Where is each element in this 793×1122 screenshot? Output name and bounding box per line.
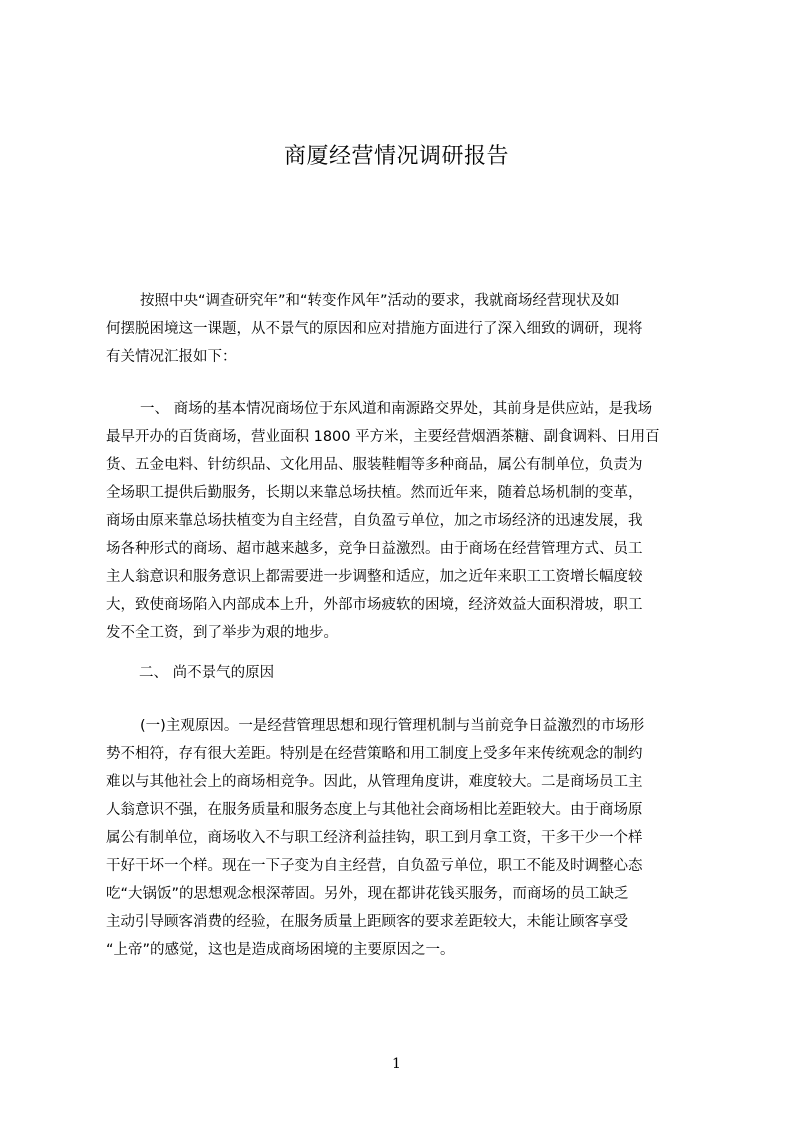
paragraph-line: 商场由原来靠总场扶植变为自主经营，自负盈亏单位，加之市场经济的迅速发展，我	[106, 513, 643, 529]
paragraph-line: 主动引导顾客消费的经验，在服务质量上距顾客的要求差距较大，未能让顾客享受	[106, 914, 628, 930]
section-2-heading: 二、 尚不景气的原因	[139, 665, 275, 681]
paragraph-line: (一)主观原因。一是经营管理思想和现行管理机制与当前竞争日益激烈的市场形	[140, 718, 645, 734]
paragraph-line: 最早开办的百货商场，营业面积 1800 平方米，主要经营烟酒茶糖、副食调料、日用百	[106, 429, 660, 445]
document-title: 商厦经营情况调研报告	[283, 144, 509, 169]
paragraph-line: 按照中央“调查研究年”和“转变作风年”活动的要求，我就商场经营现状及如	[140, 293, 620, 309]
subsection-1-paragraph	[106, 712, 709, 964]
paragraph-line: 势不相符，存有很大差距。特别是在经营策略和用工制度上受多年来传统观念的制约	[106, 746, 643, 762]
paragraph-line: 难以与其他社会上的商场相竞争。因此，从管理角度讲，难度较大。二是商场员工主	[106, 774, 643, 790]
paragraph-line: 吃“大锅饭”的思想观念根深蒂固。另外，现在都讲花钱买服务，而商场的员工缺乏	[106, 886, 629, 902]
paragraph-line: 何摆脱困境这一课题，从不景气的原因和应对措施方面进行了深入细致的调研，现将	[106, 321, 643, 337]
paragraph-line: 场各种形式的商场、超市越来越多，竞争日益激烈。由于商场在经营管理方式、员工	[106, 541, 643, 557]
paragraph-line: “上帝”的感觉，这也是造成商场困境的主要原因之一。	[106, 942, 455, 958]
paragraph-line: 全场职工提供后勤服务，长期以来靠总场扶植。然而近年来，随着总场机制的变革，	[106, 485, 643, 501]
paragraph-line: 属公有制单位，商场收入不与职工经济利益挂钩，职工到月拿工资，干多干少一个样	[106, 830, 643, 846]
paragraph-line: 主人翁意识和服务意识上都需要进一步调整和适应，加之近年来职工工资增长幅度较	[106, 569, 643, 585]
paragraph-line: 人翁意识不强，在服务质量和服务态度上与其他社会商场相比差距较大。由于商场原	[106, 802, 643, 818]
paragraph-line: 发不全工资，到了举步为艰的地步。	[106, 625, 338, 641]
paragraph-line: 有关情况汇报如下：	[106, 349, 237, 365]
paragraph-line: 一、 商场的基本情况商场位于东风道和南源路交界处，其前身是供应站，是我场	[140, 401, 653, 417]
paragraph-line: 干好干坏一个样。现在一下子变为自主经营，自负盈亏单位，职工不能及时调整心态	[106, 858, 643, 874]
paragraph-line: 货、五金电料、针纺织品、文化用品、服装鞋帽等多种商品，属公有制单位，负责为	[106, 457, 643, 473]
intro-paragraph	[106, 287, 709, 371]
page-number: 1	[392, 1056, 401, 1072]
paragraph-line: 大，致使商场陷入内部成本上升，外部市场疲软的困境，经济效益大面积滑坡，职工	[106, 597, 643, 613]
section-1-paragraph	[106, 395, 709, 647]
